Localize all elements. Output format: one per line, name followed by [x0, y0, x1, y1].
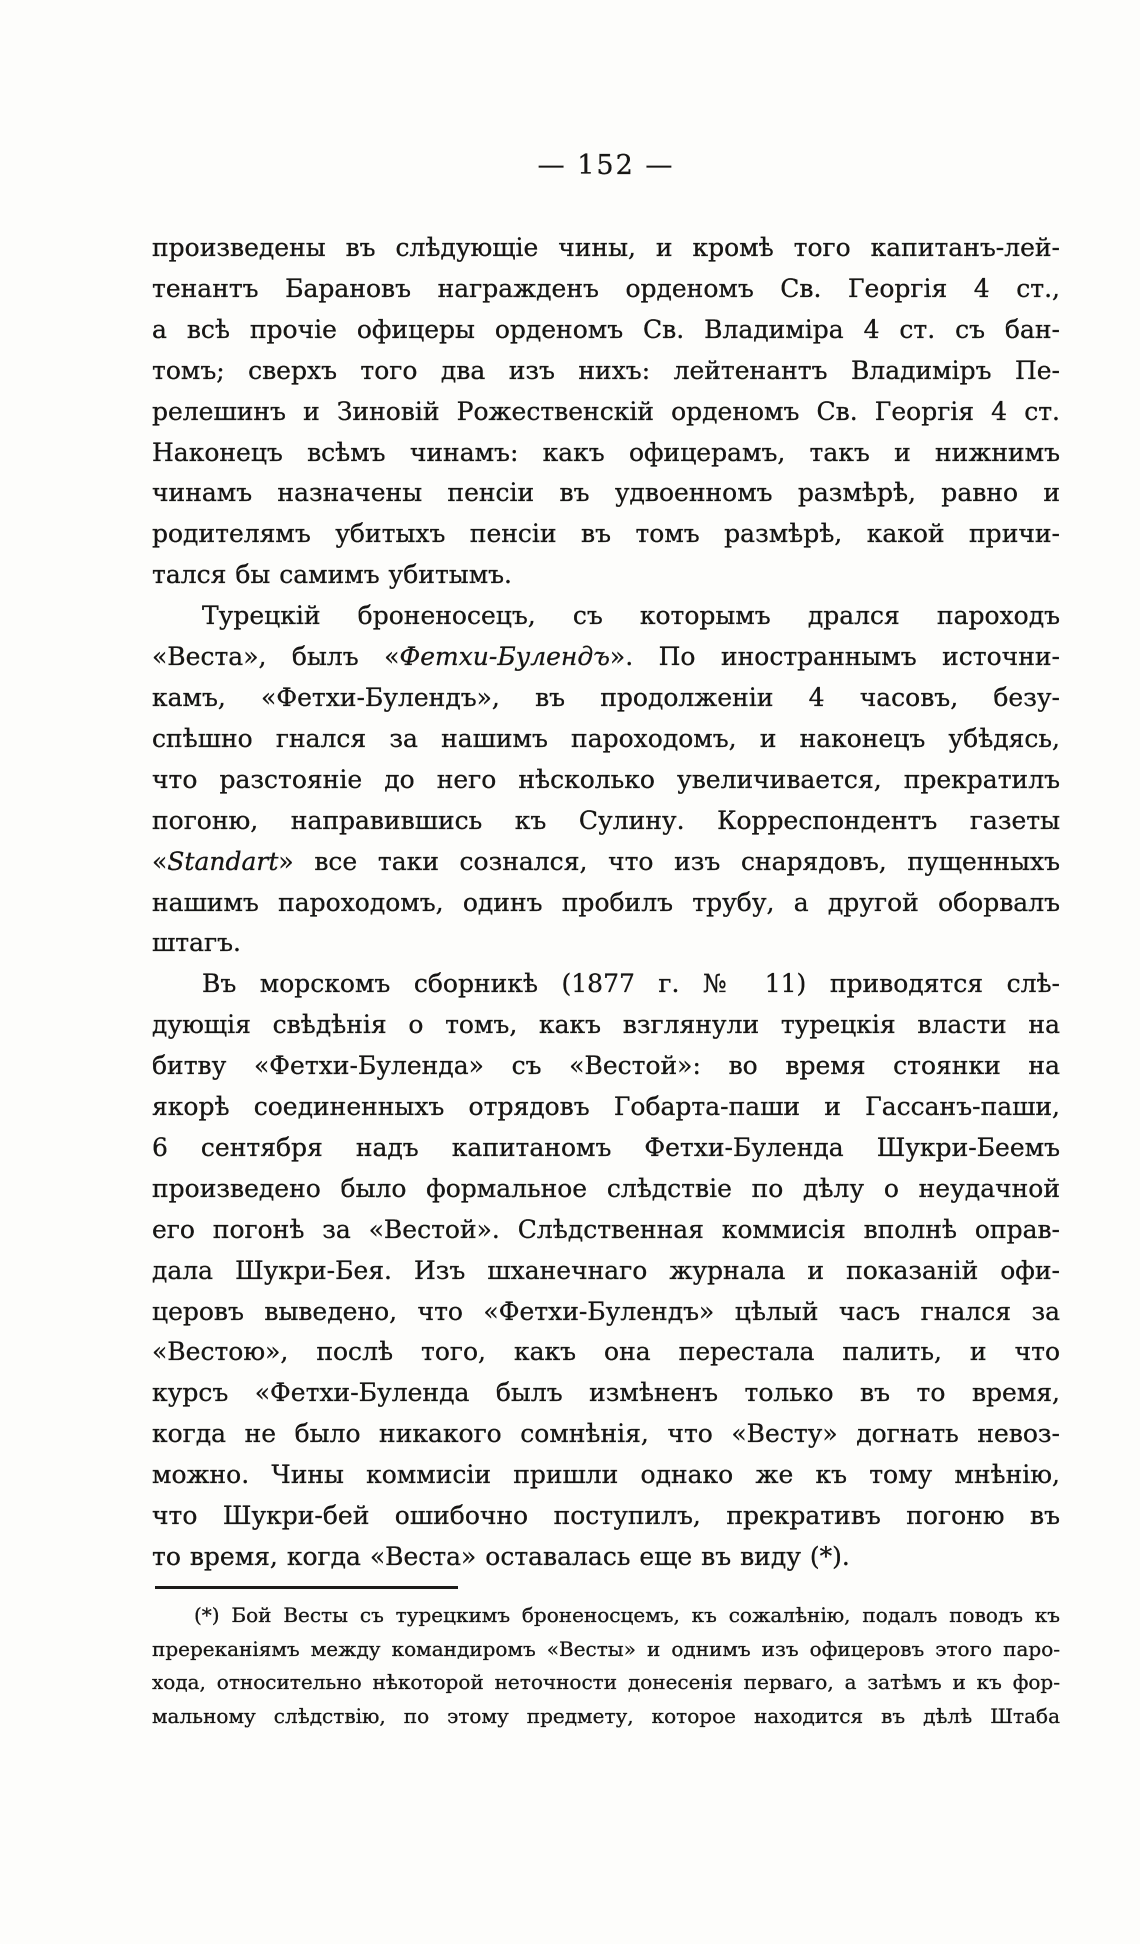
text-segment: церовъ выведено, что «Фетхи-Булендъ» цѣлый часъ гнался за: [152, 1296, 1060, 1326]
text-line: [152, 555, 1060, 596]
text-line: [152, 1455, 1060, 1496]
text-line: [152, 392, 1060, 433]
text-line: [152, 473, 1060, 514]
text-line: [152, 923, 1060, 964]
text-line: [152, 1633, 1060, 1667]
text-line: [152, 1414, 1060, 1455]
text-segment: » все таки сознался, что изъ снарядовъ, пущенныхъ: [278, 846, 1060, 876]
text-segment: произведено было формальное слѣдствіе по дѣлу о неудачной: [152, 1173, 1060, 1203]
text-segment: произведены въ слѣдующіе чины, и кромѣ того капитанъ-лей-: [152, 233, 1060, 262]
text-line: [152, 1087, 1060, 1128]
text-segment: его погонѣ за «Вестой». Слѣдственная коммисія вполнѣ оправ-: [152, 1214, 1060, 1244]
text-segment: дующія свѣдѣнія о томъ, какъ взглянули турецкія власти на: [152, 1010, 1060, 1040]
text-line: [152, 310, 1060, 351]
text-segment: томъ; сверхъ того два изъ нихъ: лейтенантъ Владиміръ Пе-: [152, 355, 1060, 385]
text-segment: (*) Бой Весты съ турецкимъ броненосцемъ, къ сожалѣнію, подалъ поводъ къ: [194, 1603, 1060, 1627]
text-segment: а всѣ прочіе офицеры орденомъ Св. Владиміра 4 ст. съ бан-: [152, 314, 1060, 344]
italic-name: Фетхи-Булендъ: [399, 642, 610, 672]
text-line: [152, 637, 1060, 678]
italic-name: Standart: [167, 846, 279, 876]
text-line: [152, 1251, 1060, 1292]
text-segment: когда не было никакого сомнѣнія, что «Весту» догнать невоз-: [152, 1419, 1060, 1449]
text-segment: курсъ «Фетхи-Буленда былъ измѣненъ только въ то время,: [152, 1378, 1060, 1408]
text-segment: что Шукри-бей ошибочно поступилъ, прекративъ погоню въ: [152, 1501, 1060, 1531]
text-segment: тенантъ Барановъ награжденъ орденомъ Св. Георгія 4 ст.,: [152, 273, 1060, 303]
text-segment: можно. Чины коммисіи пришли однако же къ тому мнѣнію,: [152, 1460, 1060, 1490]
text-segment: мальному слѣдствію, по этому предмету, которое находится въ дѣлѣ Штаба: [152, 1703, 1060, 1728]
text-segment: «Веста», былъ «: [152, 642, 400, 672]
text-line: [152, 1700, 1060, 1734]
text-line: [152, 1666, 1060, 1700]
footnote-block: [152, 1599, 1060, 1733]
text-line: [152, 678, 1060, 719]
text-line: [152, 760, 1060, 801]
text-segment: битву «Фетхи-Буленда» съ «Вестой»: во время стоянки на: [152, 1051, 1060, 1081]
text-line: [152, 1005, 1060, 1046]
text-segment: что разстояніе до него нѣсколько увеличивается, прекратилъ: [152, 764, 1060, 794]
text-line: [152, 596, 1060, 637]
text-line: [152, 964, 1060, 1005]
text-line: [152, 842, 1060, 883]
text-segment: дала Шукри-Бея. Изъ шханечнаго журнала и показаній офи-: [152, 1255, 1060, 1285]
text-line: [152, 1169, 1060, 1210]
text-line: [152, 1210, 1060, 1251]
text-line: [152, 1599, 1060, 1633]
text-segment: якорѣ соединенныхъ отрядовъ Гобарта-паши и Гассанъ-паши,: [152, 1092, 1060, 1122]
text-line: [152, 228, 1060, 269]
text-line: [152, 1373, 1060, 1414]
text-line: [152, 1332, 1060, 1373]
text-segment: пререканіямъ между командиромъ «Весты» и однимъ изъ офицеровъ этого паро-: [152, 1636, 1060, 1661]
text-line: [152, 1496, 1060, 1537]
text-line: [152, 1537, 1060, 1578]
text-segment: «: [152, 846, 168, 876]
text-segment: Турецкій броненосецъ, съ которымъ дрался пароходъ: [202, 601, 1060, 631]
text-line: [152, 1128, 1060, 1169]
main-text-block: [152, 228, 1060, 1578]
text-segment: нашимъ пароходомъ, одинъ пробилъ трубу, а другой оборвалъ: [152, 887, 1060, 917]
text-segment: погоню, направившись къ Сулину. Корреспондентъ газеты: [152, 805, 1060, 835]
text-line: [152, 883, 1060, 924]
text-segment: Въ морскомъ сборникѣ (1877 г. № 11) приводятся слѣ-: [202, 969, 1060, 999]
text-segment: «Вестою», послѣ того, какъ она перестала палить, и что: [152, 1337, 1060, 1367]
text-segment: то время, когда «Веста» оставалась еще въ виду (*).: [152, 1542, 850, 1571]
text-segment: 6 сентября надъ капитаномъ Фетхи-Буленда Шукри-Беемъ: [152, 1132, 1060, 1162]
text-segment: чинамъ назначены пенсіи въ удвоенномъ размѣрѣ, равно и: [152, 478, 1060, 508]
text-line: [152, 351, 1060, 392]
text-line: [152, 1292, 1060, 1333]
text-line: [152, 801, 1060, 842]
text-line: [152, 514, 1060, 555]
text-segment: хода, относительно нѣкоторой неточности донесенія перваго, а затѣмъ и къ фор-: [152, 1670, 1060, 1694]
text-segment: Наконецъ всѣмъ чинамъ: какъ офицерамъ, такъ и нижнимъ: [152, 437, 1060, 467]
text-segment: камъ, «Фетхи-Булендъ», въ продолженіи 4 часовъ, безу-: [152, 682, 1060, 712]
text-segment: тался бы самимъ убитымъ.: [152, 560, 512, 590]
text-line: [152, 1046, 1060, 1087]
text-line: [152, 433, 1060, 474]
text-segment: спѣшно гнался за нашимъ пароходомъ, и наконецъ убѣдясь,: [152, 723, 1060, 753]
text-line: [152, 269, 1060, 310]
text-segment: ». По иностраннымъ источни-: [609, 642, 1060, 672]
page-number: — 152 —: [537, 150, 675, 181]
footnote-separator-rule: [155, 1586, 458, 1589]
text-segment: штагъ.: [152, 928, 241, 958]
text-segment: релешинъ и Зиновій Рожественскій орденомъ Св. Георгія 4 ст.: [152, 396, 1060, 426]
text-segment: родителямъ убитыхъ пенсіи въ томъ размѣрѣ, какой причи-: [152, 519, 1060, 549]
text-line: [152, 719, 1060, 760]
